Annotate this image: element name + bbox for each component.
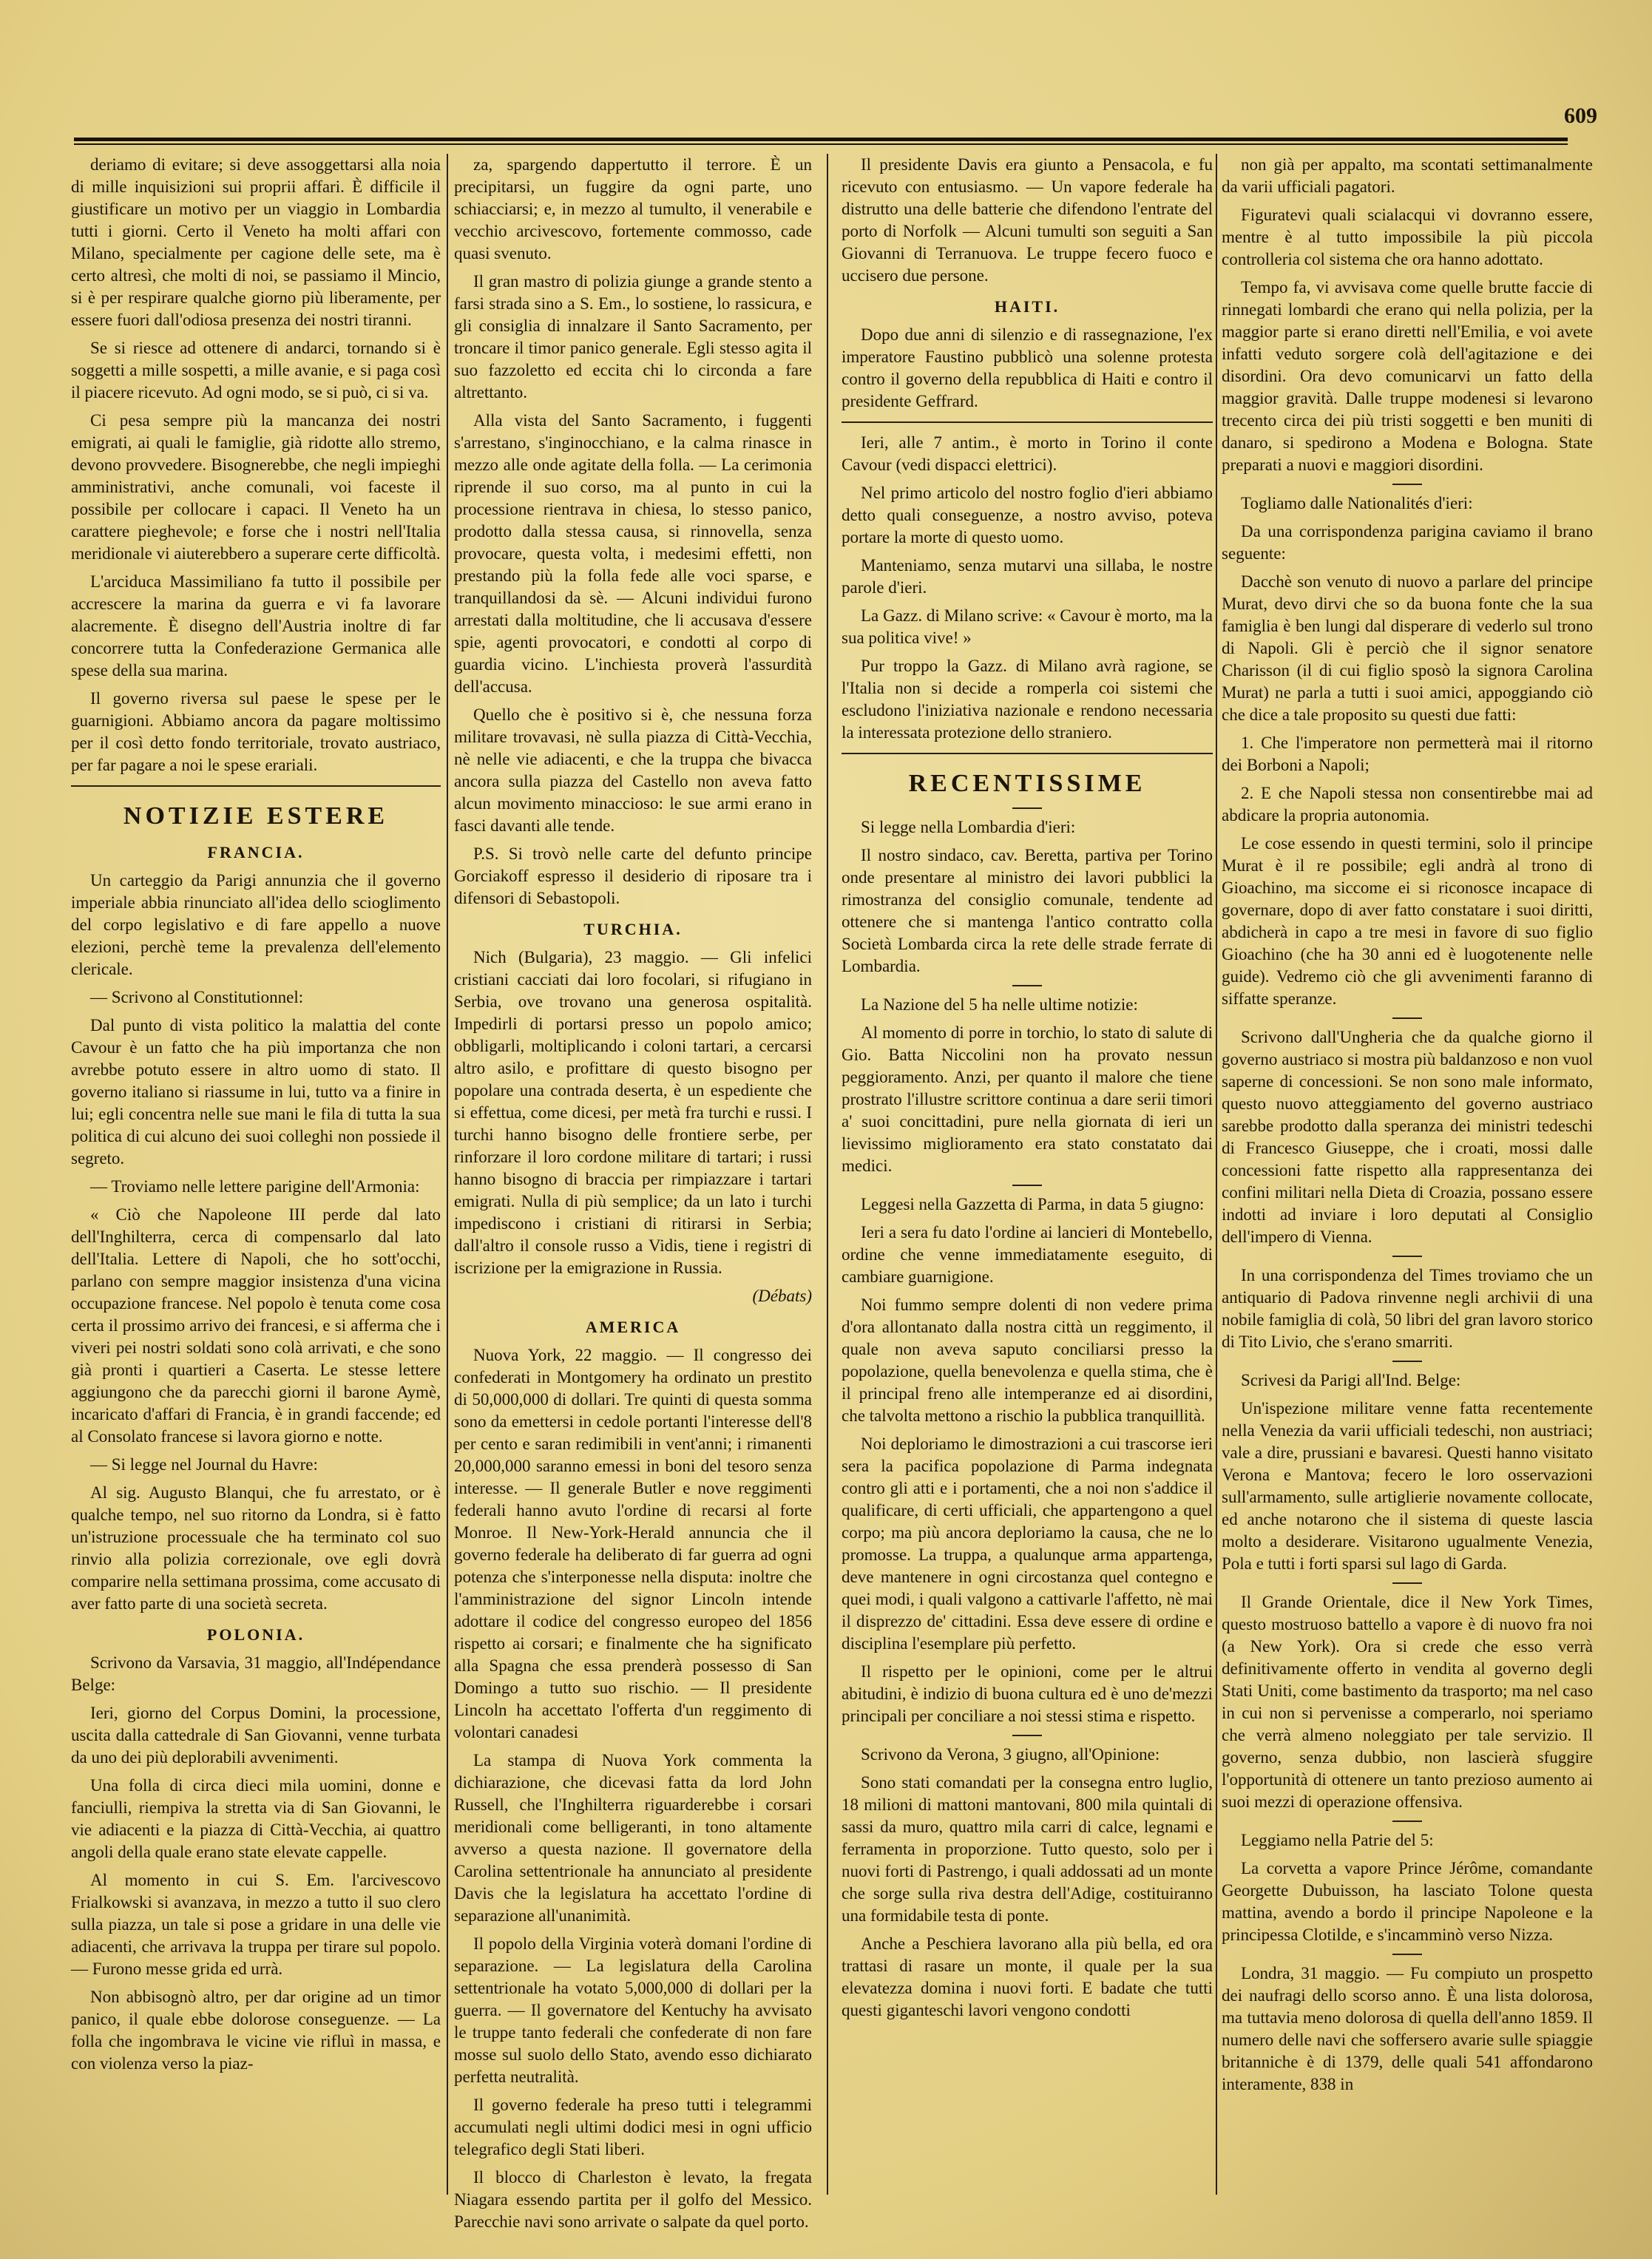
article-paragraph: Ci pesa sempre più la mancanza dei nostri emigrati, ai quali le famiglie, già ridotte allo stremo, devono provvedere. Bisognerebbe, che negli impieghi amministrativi, anche comunali, voi faceste il possibile per collocare i capaci. Il Veneto ha un carattere pieghevole; e forse che i nostri nell'Italia meridionale vi aiuterebbero a superare certe difficoltà. xyxy=(71,411,441,563)
article-paragraph: Il governo riversa sul paese le spese per le guarnigioni. Abbiamo ancora da pagare moltissimo per il così detto fondo territoriale, trovato austriaco, per far pagare a noi le spese erariali. xyxy=(71,689,441,774)
column-4 xyxy=(1222,154,1593,2195)
article-paragraph: Alla vista del Santo Sacramento, i fuggenti s'arrestano, s'inginocchiano, e la calma rinasce in mezzo alle onde agitate della folla. — La cerimonia riprende il suo corso, ma al punto in cui la processione rientrava in chiesa, lo stesso panico, prodotto dalla stessa causa, si rinnovella, senza provocare, questa volta, i medesimi effetti, non prestando più la folla fede alle voci sparse, e tranquillandosi da sè. — Alcuni individui furono arrestati dalla moltitudine, che li accusava d'essere spie, agenti provocatori, e condotti al corpo di guardia vicino. L'inchiesta proverà l'assurdità dell'accusa. xyxy=(454,411,812,696)
section-rule xyxy=(842,421,1213,423)
article-paragraph: — Si legge nel Journal du Havre: xyxy=(90,1455,318,1474)
article-paragraph: Leggiamo nella Patrie del 5: xyxy=(1241,1831,1434,1849)
article-paragraph: Manteniamo, senza mutarvi una sillaba, le nostre parole d'ieri. xyxy=(842,556,1213,597)
item-separator xyxy=(1392,1361,1422,1362)
item-separator xyxy=(1012,807,1042,809)
column-1 xyxy=(71,154,441,2195)
section-title: RECENTISSIME xyxy=(908,770,1146,797)
article-paragraph: Nich (Bulgaria), 23 maggio. — Gli infelici cristiani cacciati dai loro focolari, si rifugiano in Serbia, ove trovano una generosa ospitalità. Impedirli di portarsi presso un popolo amico; obbligarli, moltiplicando i coloni tartari, a cercarsi altro asilo, e profittare di questo bisogno per popolare una contrada deserta, è un espediente che si effettua, come dicesi, per metà fra turchi e russi. I turchi hanno bisogno delle frontiere serbe, per rinforzare il loro cordone militare di tartari; i russi hanno bisogno di braccia per rimpiazzare i tartari emigrati. Nulla di più semplice; da un lato i turchi impediscono i cristiani di ritirarsi in Serbia; dall'altro il console russo a Vidis, tiene i registri di iscrizione per la emigrazione in Russia. xyxy=(454,948,812,1277)
article-paragraph: Nel primo articolo del nostro foglio d'ieri abbiamo detto quali conseguenze, a nostro avviso, poteva portare la morte di questo uomo. xyxy=(842,484,1213,546)
article-paragraph: deriamo di evitare; si deve assoggettarsi alla noia di mille inquisizioni sui proprii affari. È difficile il giustificare un motivo per un viaggio in Lombardia tutti i giorni. Certo il Veneto ha molti affari con Milano, specialmente per cagione delle sete, ma è certo altresì, che molti di noi, se passiamo il Mincio, si è per respirare qualche giorno più liberamente, per essere fuori dall'odiosa presenza dei nostri tiranni. xyxy=(71,155,441,329)
item-separator xyxy=(1392,1954,1422,1955)
item-separator xyxy=(1392,1256,1422,1257)
article-paragraph: La corvetta a vapore Prince Jérôme, comandante Georgette Dubuisson, ha lasciato Tolone questa mattina, avendo a bordo il principe Napoleone e la principessa Clotilde, e s'incamminò verso Nizza. xyxy=(1222,1859,1593,1944)
article-paragraph: Scrivono da Verona, 3 giugno, all'Opinione: xyxy=(861,1745,1160,1764)
column-divider xyxy=(827,154,828,2195)
article-paragraph: Dopo due anni di silenzio e di rassegnazione, l'ex imperatore Faustino pubblicò una solenne protesta contro il governo della repubblica di Haiti e contro il presidente Geffrard. xyxy=(842,325,1213,410)
article-paragraph: Anche a Peschiera lavorano alla più bella, ed ora trattasi di rasare un monte, il quale per la sua elevatezza domina i nuovi forti. E badate che tutti questi giganteschi lavori vengono condotti xyxy=(842,1934,1213,2019)
article-paragraph: « Ciò che Napoleone III perde dal lato dell'Inghilterra, cerca di compensarlo dal lato dell'Italia. Lettere di Napoli, che ho sott'occhi, parlano con sempre maggior insistenza d'una vicina occupazione francese. Nel popolo è tenuta come cosa certa il prossimo arrivo dei francesi, e si afferma che i viveri pei nostri soldati sono colà arrivati, e che sono già pronti i quartieri a Caserta. Le stesse lettere aggiungono che da parecchi giorni il barone Aymè, incaricato d'affari di Francia, è in grandi faccende; ed al Consolato francese si lavora giorno e notte. xyxy=(71,1205,441,1446)
article-paragraph: 2. E che Napoli stessa non consentirebbe mai ad abdicare la propria autonomia. xyxy=(1222,784,1593,824)
article-paragraph: Al sig. Augusto Blanqui, che fu arrestato, or è qualche tempo, nel suo ritorno da Londra, si è fatto un'istruzione processuale che ha terminato col suo rinvio alla polizia correzionale, ove egli dovrà comparire nella settimana prossima, come accusato di aver fatto parte di una società secreta. xyxy=(71,1483,441,1613)
column-3 xyxy=(842,154,1213,2195)
item-separator xyxy=(1392,1821,1422,1822)
article-paragraph: Londra, 31 maggio. — Fu compiuto un prospetto dei naufragi dello scorso anno. È una lista dolorosa, ma tuttavia meno dolorosa di quella dell'anno 1859. Il numero delle navi che soffersero avarie sulle spiaggie britanniche è di 1379, delle quali 541 affondarono interamente, 838 in xyxy=(1222,1964,1593,2093)
article-paragraph: Leggesi nella Gazzetta di Parma, in data 5 giugno: xyxy=(861,1195,1205,1213)
country-heading: POLONIA. xyxy=(206,1625,305,1644)
article-paragraph: — Troviamo nelle lettere parigine dell'Armonia: xyxy=(90,1177,420,1196)
article-paragraph: Scrivesi da Parigi all'Ind. Belge: xyxy=(1241,1371,1461,1389)
country-heading: FRANCIA. xyxy=(207,843,305,861)
article-paragraph: Il blocco di Charleston è levato, la fregata Niagara essendo partita per il golfo del Messico. Parecchie navi sono arrivate o salpate da quel porto. xyxy=(454,2168,812,2231)
article-paragraph: Al momento di porre in torchio, lo stato di salute di Gio. Batta Niccolini non ha provato nessun peggioramento. Anzi, per quanto il malore che tiene prostrato l'illustre scrittore continua a dare serii timori a' suoi concittadini, pure nella giornata di ieri un lievissimo miglioramento era stato constatato dai medici. xyxy=(842,1023,1213,1175)
article-paragraph: La Nazione del 5 ha nelle ultime notizie: xyxy=(861,995,1138,1014)
article-paragraph: Non abbisognò altro, per dar origine ad un timor panico, il quale ebbe dolorose conseguenze. — La folla che ingombrava le vicine vie rifluì in massa, e con violenza verso la piaz- xyxy=(71,1988,441,2073)
article-paragraph: Al momento in cui S. Em. l'arcivescovo Frialkowski si avanzava, in mezzo a tutto il suo clero sulla piazza, un tale si pose a gridare in una delle vie adiacenti, che arrivava la truppa per tirare sul popolo. — Furono messe grida ed urrà. xyxy=(71,1871,441,1978)
article-paragraph: za, spargendo dappertutto il terrore. È un precipitarsi, un fuggire da ogni parte, uno schiacciarsi; e, in mezzo al tumulto, il venerabile e vecchio arcivescovo, fortemente commosso, cade quasi svenuto. xyxy=(454,155,812,263)
article-paragraph: P.S. Si trovò nelle carte del defunto principe Gorciakoff espresso il desiderio di riposare tra i difensori di Sebastopoli. xyxy=(454,844,812,907)
header-rule xyxy=(74,138,1568,141)
article-paragraph: Un'ispezione militare venne fatta recentemente nella Venezia da varii ufficiali tedeschi, non austriaci; vale a dire, prussiani e bavaresi. Questi hanno visitato Verona e Mantova; fecero le loro osservazioni sull'armamento, sulle artiglierie novamente collocate, ed anche notarono che il sistema di queste lascia molto a desiderare. Visitarono ugualmente Venezia, Pola e tutti i forti sparsi sul lago di Garda. xyxy=(1222,1399,1593,1573)
item-separator xyxy=(1392,1017,1422,1019)
article-paragraph: Una folla di circa dieci mila uomini, donne e fanciulli, riempiva la stretta via di San Giovanni, le vie adiacenti e la piazza di Città-Vecchia, ai quattro angoli della quale erano state elevate cappelle. xyxy=(71,1776,441,1861)
column-divider xyxy=(447,154,448,2195)
article-paragraph: 1. Che l'imperatore non permetterà mai il ritorno dei Borboni a Napoli; xyxy=(1222,734,1593,774)
article-paragraph: Tempo fa, vi avvisava come quelle brutte faccie di rinnegati lombardi che erano qui nella polizia, per la maggior parte si erano diretti nell'Emilia, e voi avete infatti veduto sorgere colà dell'agitazione e dei disordini. Ora devo comunicarvi un fatto della maggior gravità. Dalle truppe modenesi si levarono trecento circa dei più tristi soggetti e ben muniti di danaro, si spedirono a Modena e Bologna. State preparati a nuovi e maggiori disordini. xyxy=(1222,278,1593,474)
article-paragraph: Sono stati comandati per la consegna entro luglio, 18 milioni di mattoni mantovani, 800 mila quintali di sassi da muro, quattro mila carri di calce, legnami e ferramenta in proporzione. Tutto questo, solo per i nuovi forti di Pastrengo, i quali addossati ad un monte che sorge sulla riva destra dell'Adige, costituiranno una formidabile testa di ponte. xyxy=(842,1773,1213,1925)
item-separator xyxy=(1012,985,1042,986)
section-rule xyxy=(71,785,441,787)
article-paragraph: non già per appalto, ma scontati settimanalmente da varii ufficiali pagatori. xyxy=(1222,155,1593,196)
article-paragraph: Ieri, giorno del Corpus Domini, la processione, uscita dalla cattedrale di San Giovanni, venne turbata da uno dei più deplorabili avvenimenti. xyxy=(71,1704,441,1767)
article-paragraph: Figuratevi quali scialacqui vi dovranno essere, mentre è al tutto impossibile la più piccola controlleria col sistema che ora hanno adottato. xyxy=(1222,206,1593,268)
item-separator xyxy=(1392,1582,1422,1584)
article-paragraph: In una corrispondenza del Times troviamo che un antiquario di Padova rinvenne negli archivii di una nobile famiglia di colà, 50 libri del gran lavoro storico di Tito Livio, che s'erano smarriti. xyxy=(1222,1266,1593,1351)
article-paragraph: — Scrivono al Constitutionnel: xyxy=(90,988,304,1006)
article-paragraph: Scrivono da Varsavia, 31 maggio, all'Indépendance Belge: xyxy=(71,1653,441,1694)
article-paragraph: Quello che è positivo si è, che nessuna forza militare trovavasi, nè sulla piazza di Città-Vecchia, nè nelle vie adiacenti, e che la truppa che bivacca ancora sulla piazza del Castello non aveva fatto alcun movimento minaccioso: le sue armi erano in fasci davanti alle tende. xyxy=(454,705,812,835)
country-heading: HAITI. xyxy=(994,297,1060,316)
article-paragraph: Il Grande Orientale, dice il New York Times, questo mostruoso battello a vapore è di nuovo fra noi (a New York). Ora si crede che esso verrà definitivamente offerto in vendita al governo degli Stati Uniti, come bastimento da trasporto; ma nel caso in cui non si pervenisse a comperarlo, noi speriamo che verrà almeno noleggiato per tale servizio. Il governo, senza dubbio, non lascierà sfuggire l'opportunità di ottenere un tanto prezioso aumento ai suoi mezzi di operazione offensiva. xyxy=(1222,1593,1593,1811)
country-heading: AMERICA xyxy=(585,1318,681,1336)
article-paragraph: La Gazz. di Milano scrive: « Cavour è morto, ma la sua politica vive! » xyxy=(842,606,1213,647)
article-paragraph: Un carteggio da Parigi annunzia che il governo imperiale abbia rinunciato all'idea dello scioglimento del corpo legislativo e di fare appello a nuove elezioni, perchè teme la prevalenza dell'elemento clericale. xyxy=(71,871,441,978)
article-paragraph: Nuova York, 22 maggio. — Il congresso dei confederati in Montgomery ha ordinato un prestito di 50,000,000 di dollari. Tre quinti di questa somma sono da emettersi in cedole portanti l'interesse dell'8 per cento e saran redimibili in vent'anni; i rimanenti 20,000,000 saranno emessi in boni del tesoro senza interesse. — Il generale Butler e nove reggimenti federali hanno avuto l'ordine di recarsi al forte Monroe. Il New-York-Herald annuncia che il governo federale ha deliberato di far guerra ad ogni potenza che s'interponesse nella disputa: inoltre che l'amministrazione del signor Lincoln intende adottare il codice del congresso europeo del 1856 rispetto ai corsari; e finalmente che ha significato alla Spagna che essa prenderà possesso di San Domingo a tutto suo rischio. — Il presidente Lincoln ha accettato l'offerta d'un reggimento di volontari canadesi xyxy=(454,1346,812,1741)
country-heading: TURCHIA. xyxy=(583,920,683,938)
article-paragraph: Si legge nella Lombardia d'ieri: xyxy=(861,818,1076,836)
article-paragraph: L'arciduca Massimiliano fa tutto il possibile per accrescere la marina da guerra e vi fa lavorare alacremente. È disegno dell'Austria inoltre di far concorrere tutta la Confederazione Germanica alle spese della sua marina. xyxy=(71,572,441,680)
article-paragraph: Pur troppo la Gazz. di Milano avrà ragione, se l'Italia non si decide a romperla coi sistemi che escludono l'iniziativa nazionale e rendono necessaria la interessata protezione dello straniero. xyxy=(842,657,1213,742)
article-paragraph: Il presidente Davis era giunto a Pensacola, e fu ricevuto con entusiasmo. — Un vapore federale ha distrutto una delle batterie che difendono l'entrate del porto di Norfolk — Alcuni tumulti son seguiti a San Giovanni di Terranuova. Le truppe fecero fuoco e uccisero due persone. xyxy=(842,155,1213,285)
item-separator xyxy=(1012,1735,1042,1736)
article-paragraph: Ieri a sera fu dato l'ordine ai lancieri di Montebello, ordine che venne immediatamente eseguito, di cambiare guarnigione. xyxy=(842,1223,1213,1286)
item-separator xyxy=(1012,1185,1042,1186)
article-paragraph: Togliamo dalle Nationalités d'ieri: xyxy=(1241,494,1473,512)
article-paragraph: Se si riesce ad ottenere di andarci, tornando si è soggetti a mille sospetti, a mille avanie, e si paga così il piacere ricevuto. Ad ogni modo, se si può, ci si va. xyxy=(71,339,441,402)
article-paragraph: Dal punto di vista politico la malattia del conte Cavour è un fatto che ha più importanza che non avrebbe potuto essere in altro uomo di stato. Il governo italiano si riassume in lui, tutto va a finire in lui; egli concentra nelle sue mani le fila di tutta la sua politica di cui alcuno dei suoi colleghi non possiede il segreto. xyxy=(71,1016,441,1168)
article-paragraph: La stampa di Nuova York commenta la dichiarazione, che dicevasi fatta da lord John Russell, che l'Inghilterra riguarderebbe i corsari meridionali come belligeranti, in tono altamente avverso a questa nazione. Il governatore della Carolina settentrionale ha annunciato al presidente Davis che la legislatura ha accettato l'ordine di separazione all'unanimità. xyxy=(454,1751,812,1925)
page-number: 609 xyxy=(1564,104,1597,128)
column-2 xyxy=(454,154,812,2231)
source-attribution: (Débats) xyxy=(752,1287,812,1305)
section-title: NOTIZIE ESTERE xyxy=(123,802,389,830)
column-divider xyxy=(1216,154,1217,2195)
item-separator xyxy=(1392,484,1422,485)
article-paragraph: Le cose essendo in questi termini, solo il principe Murat è il re possibile; egli andrà al trono di Gioachino, ma siccome ei si riconosce incapace di governare, dopo di aver fatto constatare i suoi diritti, abdicherà in capo a tre mesi in favore di suo figlio Gioachino (che ha 30 anni ed è luogotenente nelle guide). Vedremo ciò che gli avvenimenti faranno di siffatte speranze. xyxy=(1222,834,1593,1008)
article-paragraph: Dacchè son venuto di nuovo a parlare del principe Murat, devo dirvi che so da buona fonte che la sua famiglia è ben lungi dal disperare di vederlo sul trono di Napoli. Gli è perciò che il signor senatore Charisson (il di cui figlio sposò la signora Carolina Murat) ne parla a tutti i suoi amici, appoggiando ciò che dice a tale proposito su questi due fatti: xyxy=(1222,572,1593,724)
article-paragraph: Il rispetto per le opinioni, come per le altrui abitudini, è indizio di buona cultura ed è uno de'mezzi principali per conciliare a noi stessi stima e rispetto. xyxy=(842,1662,1213,1725)
article-paragraph: Il nostro sindaco, cav. Beretta, partiva per Torino onde presentare al ministro dei lavori pubblici la rimostranza del consiglio comunale, tendente ad ottenere che si mantenga l'antico contratto colla Società Lombarda circa la rete delle strade ferrate di Lombardia. xyxy=(842,846,1213,975)
header-rule-thin xyxy=(74,143,1568,145)
article-paragraph: Noi deploriamo le dimostrazioni a cui trascorse ieri sera la pacifica popolazione di Parma indegnata contro gli atti e i portamenti, che a noi non s'addice il qualificare, di certi ufficiali, che appartengono a quel corpo; ma più ancora deploriamo la causa, che ne lo promosse. La truppa, a qualunque arma appartenga, deve mantenere in ogni circostanza quel contegno e quei modi, i quali valgono a cattivarle l'affetto, nè mai il disprezzo de' cittadini. Essa deve essere di ordine e disciplina l'esemplare più perfetto. xyxy=(842,1435,1213,1653)
article-paragraph: Ieri, alle 7 antim., è morto in Torino il conte Cavour (vedi dispacci elettrici). xyxy=(842,433,1213,474)
section-rule xyxy=(842,753,1213,754)
article-paragraph: Il popolo della Virginia voterà domani l'ordine di separazione. — La legislatura della Carolina settentrionale ha votato 5,000,000 di dollari per la guerra. — Il governatore del Kentuchy ha avvisato le truppe tanto federali che confederate di non fare mosse sul suolo dello Stato, avendo esso dichiarato perfetta neutralità. xyxy=(454,1934,812,2086)
article-paragraph: Il gran mastro di polizia giunge a grande stento a farsi strada sino a S. Em., lo sostiene, lo rassicura, e gli consiglia di innalzare il Santo Sacramento, per troncare il timor panico generale. Egli stesso agita il suo fazzoletto ed eccita chi lo circonda a fare altrettanto. xyxy=(454,272,812,402)
article-paragraph: Da una corrispondenza parigina caviamo il brano seguente: xyxy=(1222,522,1593,563)
article-paragraph: Scrivono dall'Ungheria che da qualche giorno il governo austriaco si mostra più baldanzoso e non vuol saperne di concessioni. Se non sono male informato, questo nuovo atteggiamento del governo austriaco sarebbe prodotto dalla speranza dei ministri tedeschi di Francesco Giuseppe, che i croati, mossi dalle concessioni fatte rispetto alla rappresentanza dei confini militari nella Dieta di Croazia, possano essere indotti ad inviare i loro deputati al Consiglio dell'impero di Vienna. xyxy=(1222,1028,1593,1246)
article-paragraph: Noi fummo sempre dolenti di non vedere prima d'ora allontanato dalla nostra città un reggimento, il quale non aveva saputo conciliarsi presso la popolazione, quella benevolenza e quella stima, che è il principal freno alle intemperanze ed ai disordini, che talvolta mettono a rischio la pubblica tranquillità. xyxy=(842,1296,1213,1425)
article-paragraph: Il governo federale ha preso tutti i telegrammi accumulati negli ultimi dodici mesi in ogni ufficio telegrafico degli Stati liberi. xyxy=(454,2096,812,2158)
